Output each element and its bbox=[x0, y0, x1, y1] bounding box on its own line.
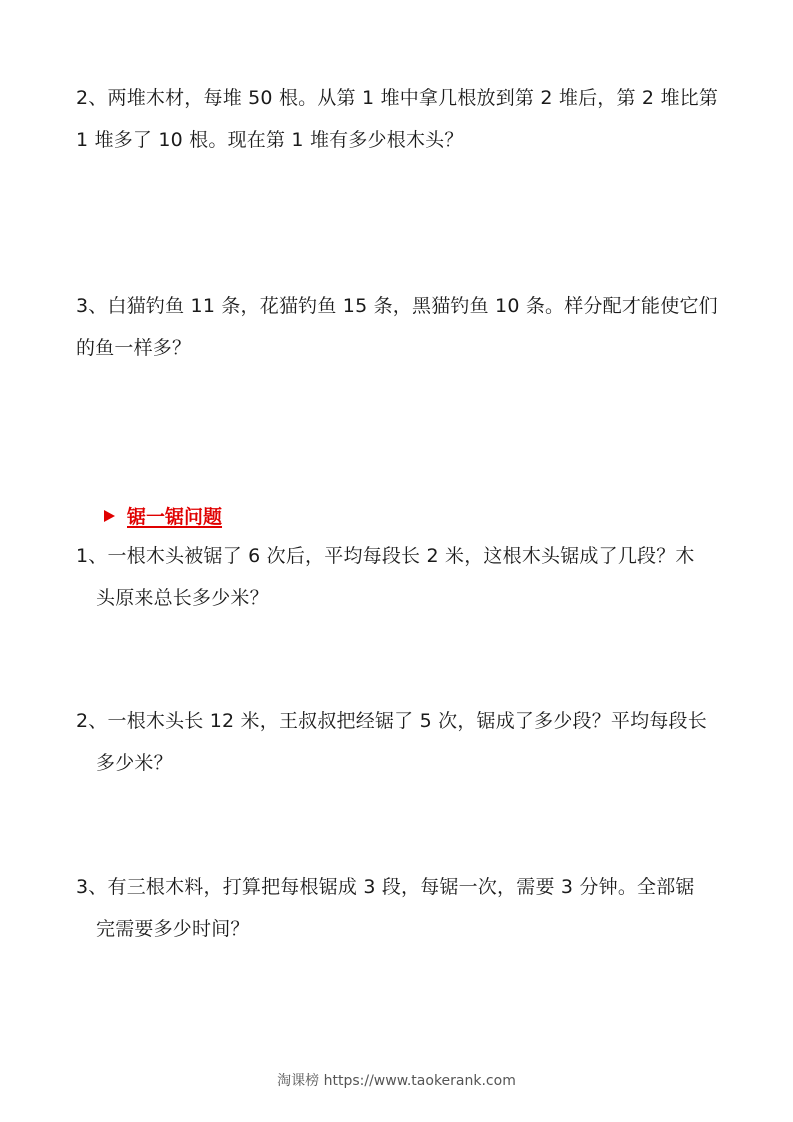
saw-problem-3-line-2: 完需要多少时间？ bbox=[96, 918, 250, 940]
problem-3-line-1: 3、白猫钓鱼 11 条，花猫钓鱼 15 条，黑猫钓鱼 10 条。样分配才能使它们 bbox=[76, 295, 718, 317]
saw-problem-2-line-1: 2、一根木头长 12 米，王叔叔把经锯了 5 次，锯成了多少段？平均每段长 bbox=[76, 710, 707, 732]
problem-3-line-2: 的鱼一样多？ bbox=[76, 337, 192, 359]
saw-problem-2-line-2: 多少米？ bbox=[96, 752, 173, 774]
section-heading bbox=[104, 502, 222, 529]
saw-problem-1-line-2: 头原来总长多少米？ bbox=[96, 587, 269, 609]
arrow-bullet-icon bbox=[104, 510, 115, 522]
problem-2-line-2: 1 堆多了 10 根。现在第 1 堆有多少根木头？ bbox=[76, 129, 464, 151]
problem-2-line-1: 2、两堆木材，每堆 50 根。从第 1 堆中拿几根放到第 2 堆后，第 2 堆比第 bbox=[76, 87, 719, 109]
saw-problem-1-line-1: 1、一根木头被锯了 6 次后，平均每段长 2 米，这根木头锯成了几段？木 bbox=[76, 545, 695, 567]
footer-watermark: 淘课榜 https://www.taokerank.com bbox=[277, 1073, 516, 1089]
section-title: 锯一锯问题 bbox=[127, 506, 223, 528]
saw-problem-3-line-1: 3、有三根木料，打算把每根锯成 3 段，每锯一次，需要 3 分钟。全部锯 bbox=[76, 876, 695, 898]
